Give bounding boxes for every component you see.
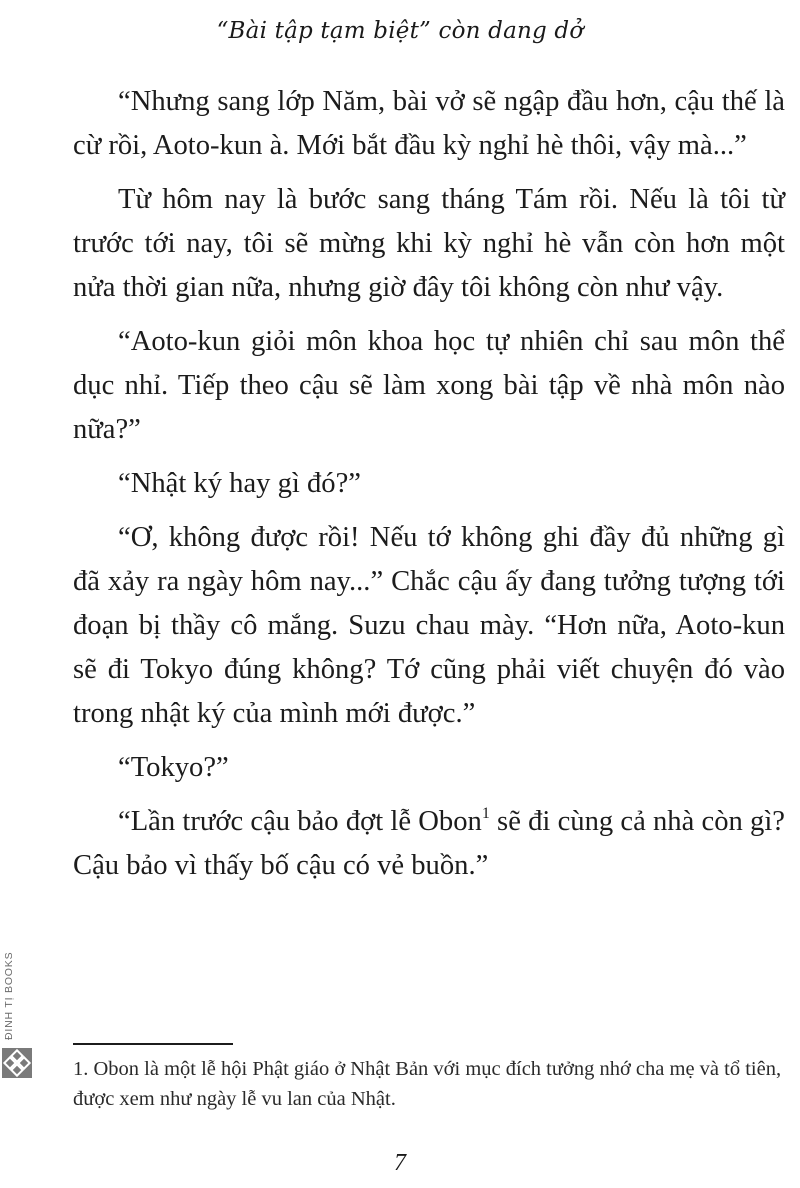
paragraph-text: sẽ đi cùng cả nhà còn gì? Cậu bảo vì thấy bố cậu có vẻ buồn.” [73, 806, 785, 881]
publisher-mark [0, 951, 32, 1108]
footnote-reference[interactable]: 1 [481, 805, 490, 822]
publisher-name: ĐINH TỊ BOOKS [3, 951, 15, 1040]
paragraph: “Nhưng sang lớp Năm, bài vở sẽ ngập đầu hơn, cậu thế là cừ rồi, Aoto-kun à. Mới bắt đầu kỳ nghỉ hè thôi, vậy mà...” [73, 86, 785, 161]
paragraph-text: “Lần trước cậu bảo đợt lễ Obon [118, 806, 482, 837]
paragraph: “Ơ, không được rồi! Nếu tớ không ghi đầy đủ những gì đã xảy ra ngày hôm nay...” Chắc cậu ấy đang tưởng tượng tới đoạn bị thầy cô mắng. Suzu chau mày. “Hơn nữa, Aoto-kun sẽ đi Tokyo đúng không? Tớ cũng phải viết chuyện đó vào trong nhật ký của mình mới được.” [73, 522, 785, 729]
footnote: 1. Obon là một lễ hội Phật giáo ở Nhật Bản với mục đích tưởng nhớ cha mẹ và tổ tiên, được xem như ngày lễ vu lan của Nhật. [73, 1058, 782, 1110]
page-number: 7 [394, 1150, 406, 1176]
body-text [73, 80, 785, 898]
paragraph: “Tokyo?” [118, 752, 229, 783]
diamond-cluster-logo-icon [2, 1048, 32, 1078]
paragraph-with-footnote [73, 800, 785, 888]
chapter-title-header: “Bài tập tạm biệt” còn dang dở [216, 18, 584, 44]
paragraph: “Aoto-kun giỏi môn khoa học tự nhiên chỉ sau môn thể dục nhỉ. Tiếp theo cậu sẽ làm xong bài tập về nhà môn nào nữa?” [73, 326, 785, 445]
paragraph: Từ hôm nay là bước sang tháng Tám rồi. Nếu là tôi từ trước tới nay, tôi sẽ mừng khi kỳ nghỉ hè vẫn còn hơn một nửa thời gian nữa, nhưng giờ đây tôi không còn như vậy. [73, 184, 785, 303]
paragraph: “Nhật ký hay gì đó?” [118, 468, 361, 499]
footnote-divider [73, 1043, 233, 1045]
